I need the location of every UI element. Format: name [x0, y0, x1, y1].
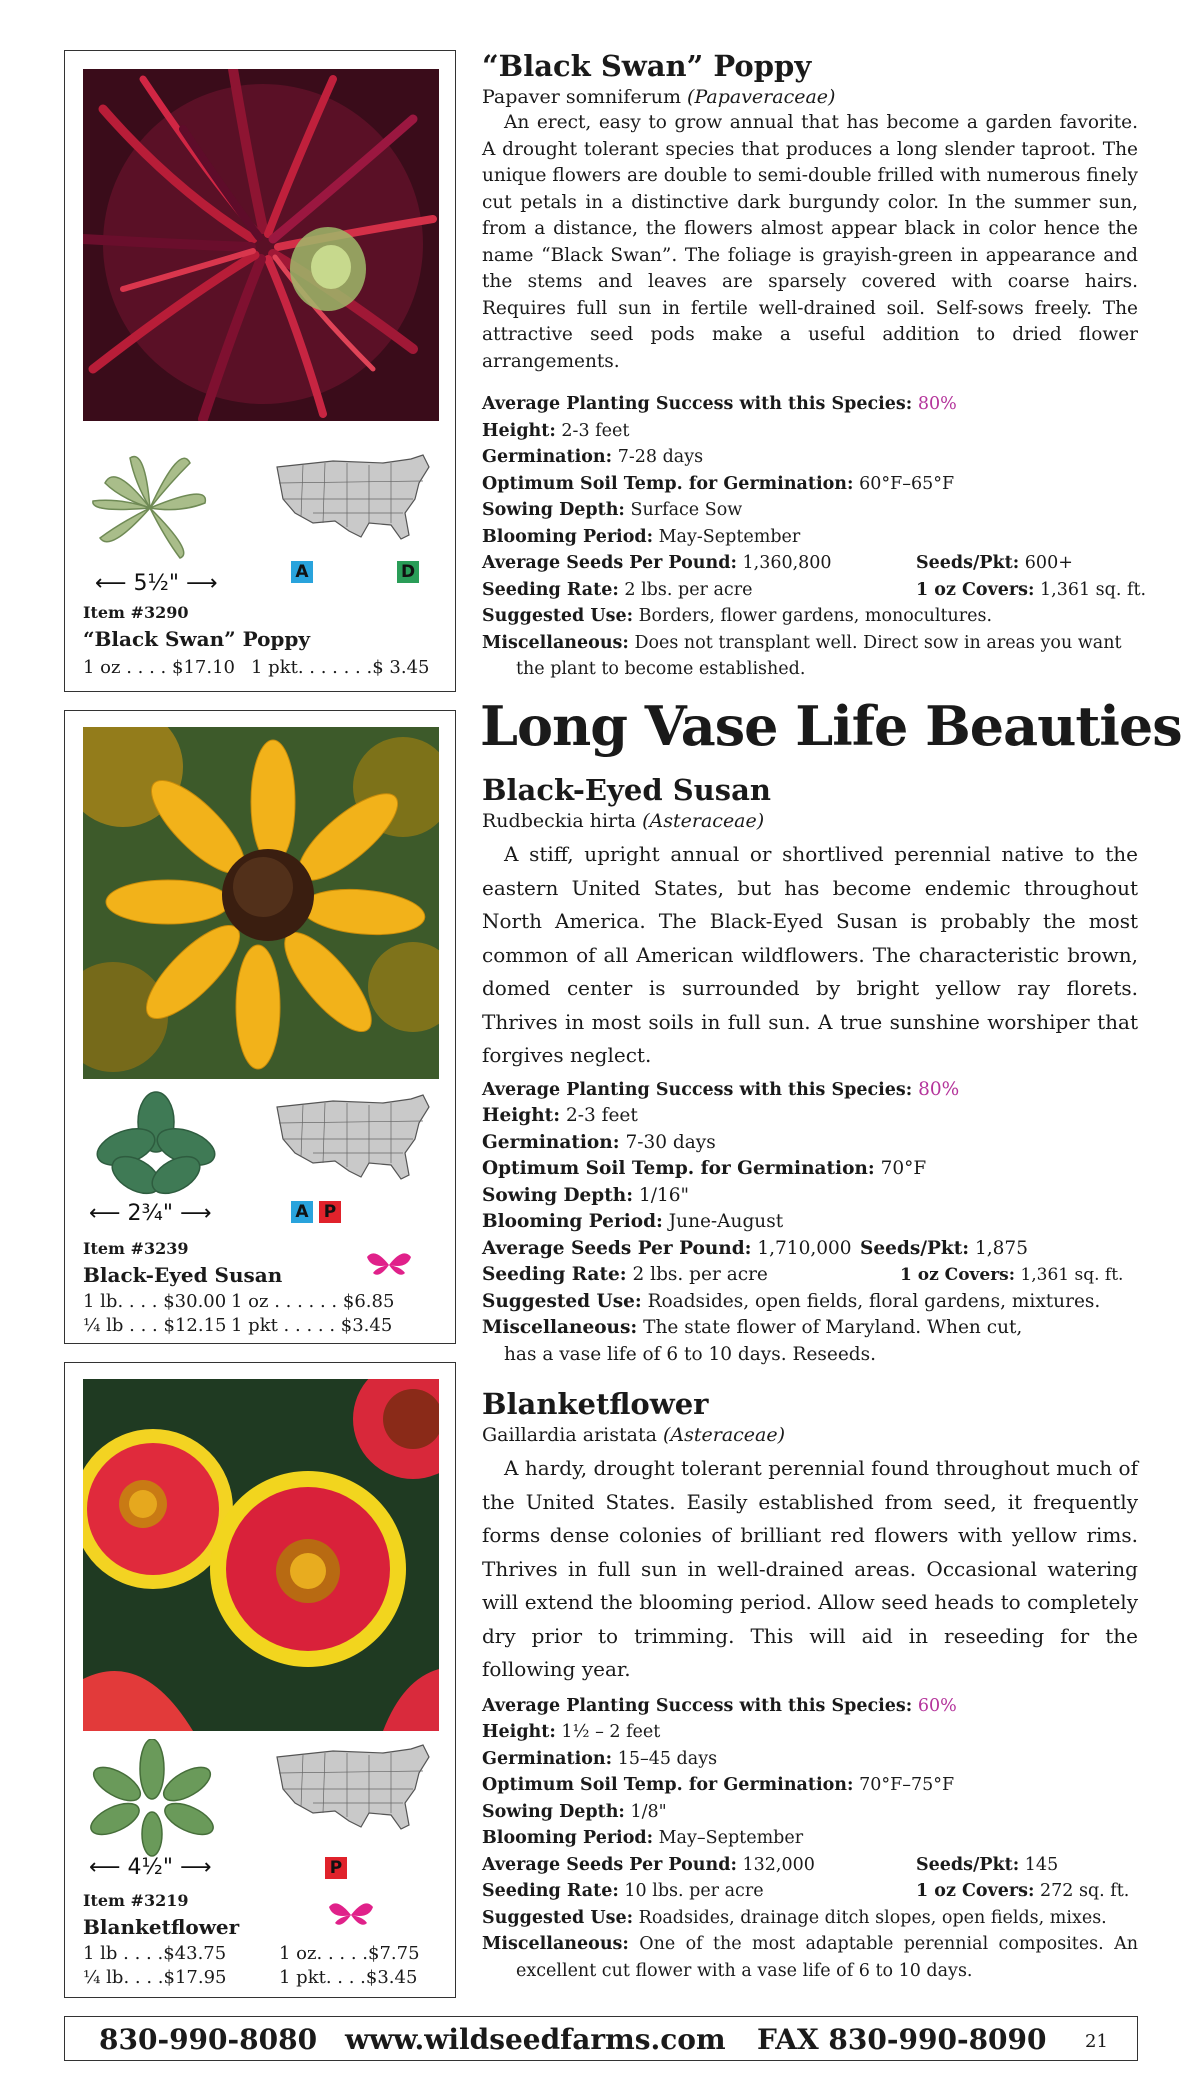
- fact-height: [482, 1719, 1138, 1746]
- fact-label: Blooming Period:: [482, 1211, 663, 1232]
- species-facts: [482, 391, 1147, 683]
- fact-blooming-period: [482, 1825, 1138, 1852]
- blanketflower-photo: [83, 1379, 439, 1731]
- annual-badge: A: [291, 561, 313, 583]
- fact-value: 1/8": [630, 1801, 667, 1822]
- fact-label: 1 oz Covers:: [916, 1881, 1035, 1901]
- fact-label: Height:: [482, 1105, 561, 1126]
- fact-value: 60°F–65°F: [859, 473, 955, 494]
- fact-germination: [482, 1746, 1138, 1773]
- fact-label: Miscellaneous:: [482, 1317, 638, 1338]
- price-1lb: 1 lb . . . .$43.75: [83, 1943, 227, 1964]
- fact-soil-temp: [482, 1772, 1138, 1799]
- item-number: Item #3219: [83, 1891, 189, 1910]
- species-facts: [482, 1693, 1138, 1985]
- price-pkt: 1 pkt. . . .$3.45: [279, 1967, 418, 1988]
- blanketflower-seedling-image: [87, 1739, 217, 1859]
- fact-seeding-rate: [482, 1878, 1138, 1905]
- fact-covers: [916, 1878, 1129, 1905]
- family-name: (Asteraceae): [642, 810, 765, 832]
- species-latin-name: [482, 84, 1138, 110]
- fact-value: 7-30 days: [625, 1131, 716, 1153]
- black-swan-poppy-photo: [83, 69, 439, 421]
- fact-value: Surface Sow: [630, 500, 743, 520]
- seedling-size-value: 5½": [133, 571, 179, 596]
- fact-suggested-use: [482, 603, 1138, 630]
- fact-seeds-per-pkt: [860, 1236, 1028, 1263]
- seedling-size-label: ⟵ 4½" ⟶: [89, 1855, 212, 1880]
- fact-value: 70°F–75°F: [859, 1775, 955, 1795]
- fact-label: Optimum Soil Temp. for Germination:: [482, 473, 854, 494]
- fact-value: 2 lbs. per acre: [632, 1264, 768, 1285]
- card-product-name: Black-Eyed Susan: [83, 1263, 283, 1287]
- fact-label: Seeds/Pkt:: [860, 1237, 970, 1259]
- fact-value: 1,361 sq. ft.: [1040, 579, 1147, 600]
- fact-label: Suggested Use:: [482, 1290, 642, 1312]
- success-rate: 80%: [918, 1078, 960, 1100]
- seedling-size-value: 4½": [127, 1855, 173, 1880]
- item-number: Item #3239: [83, 1239, 189, 1258]
- perennial-badge: P: [319, 1201, 341, 1223]
- family-name: (Papaveraceae): [687, 86, 836, 108]
- us-map-icon: [273, 1743, 433, 1843]
- species-black-eyed-susan: [482, 772, 1138, 1368]
- species-description: A hardy, drought tolerant perennial found throughout much of the United States. Easily established from seed, it frequently forms dense colonies of brilliant red flowers with yellow rims. Thrives in full sun in well-drained areas. Occasional watering will extend the blooming period. Allow seed heads to completely dry prior to trimming. This will aid in reseeding for the following year.: [482, 1456, 1138, 1681]
- fact-value: Roadsides, open fields, floral gardens, mixtures.: [647, 1290, 1101, 1312]
- fact-label: Sowing Depth:: [482, 500, 625, 520]
- butterfly-icon: [365, 1251, 413, 1279]
- latin-name: Rudbeckia hirta: [482, 810, 637, 832]
- seedling-size-label: ⟵ 5½" ⟶: [95, 571, 218, 596]
- fact-height: [482, 418, 1138, 445]
- fact-value: 1/16": [638, 1184, 690, 1206]
- price-1lb: 1 lb. . . . $30.00: [83, 1291, 227, 1312]
- us-map-icon: [273, 1093, 433, 1193]
- fact-miscellaneous: [482, 1931, 1138, 1984]
- fact-value: 600+: [1024, 553, 1073, 573]
- fact-value: 1,875: [975, 1237, 1028, 1259]
- fact-value: 132,000: [742, 1854, 815, 1875]
- fact-soil-temp: [482, 1156, 1138, 1183]
- fact-label: Sowing Depth:: [482, 1184, 634, 1206]
- species-description: An erect, easy to grow annual that has become a garden favorite. A drought tolerant species that produces a long slender taproot. The unique flowers are double to semi-double frilled with numerous finely cut petals in a distinctive dark burgundy color. In the summer sun, from a distance, the flowers almost appear black in color hence the name “Black Swan”. The foliage is grayish-green in appearance and the stems and leaves are sparsely covered with coarse hairs. Requires full sun in fertile well-drained soil. Self-sows freely. The attractive seed pods make a useful addition to dried flower arrangements.: [482, 112, 1138, 372]
- product-card-black-eyed-susan: [64, 710, 456, 1344]
- price-pkt: 1 pkt. . . . . . .$ 3.45: [251, 657, 430, 678]
- fact-value: May-September: [658, 526, 801, 547]
- price-pkt: 1 pkt . . . . . $3.45: [231, 1315, 393, 1336]
- card-product-name: Blanketflower: [83, 1915, 240, 1939]
- fact-seeding-rate: [482, 1262, 1138, 1289]
- fact-success: [482, 1077, 1138, 1104]
- latin-name: Papaver somniferum: [482, 86, 681, 108]
- fact-height: [482, 1103, 1138, 1130]
- species-facts: [482, 1077, 1138, 1369]
- fact-label: Optimum Soil Temp. for Germination:: [482, 1775, 854, 1795]
- fax-number: FAX 830-990-8090: [757, 2023, 1047, 2056]
- website-link[interactable]: www.wildseedfarms.com: [345, 2023, 726, 2056]
- fact-value: 145: [1024, 1854, 1059, 1875]
- fact-blooming-period: [482, 1209, 1138, 1236]
- butterfly-icon: [327, 1901, 375, 1929]
- us-map-icon: [273, 453, 433, 553]
- fact-label: Average Seeds Per Pound:: [482, 553, 737, 573]
- fact-label: Height:: [482, 1722, 556, 1742]
- fact-seeds-per-pkt: [916, 550, 1073, 577]
- fact-label: Optimum Soil Temp. for Germination:: [482, 1158, 875, 1179]
- fact-seeds-per-pound: [482, 1852, 1138, 1879]
- fact-covers: [916, 577, 1146, 604]
- card-product-name: “Black Swan” Poppy: [83, 627, 311, 651]
- fact-label: 1 oz Covers:: [900, 1265, 1016, 1285]
- family-name: (Asteraceae): [662, 1424, 786, 1446]
- fact-sowing-depth: [482, 1799, 1138, 1826]
- fact-label: Miscellaneous:: [482, 632, 629, 653]
- fact-value: Does not transplant well. Direct sow in areas you want the plant to become established.: [516, 632, 1122, 679]
- fact-label: Average Seeds Per Pound:: [482, 1854, 737, 1875]
- fact-success: [482, 391, 1138, 418]
- fact-label: Seeds/Pkt:: [916, 553, 1020, 573]
- fact-covers: [900, 1262, 1123, 1289]
- species-blanketflower: [482, 1386, 1138, 1984]
- species-latin-name: [482, 808, 1138, 834]
- price-1oz: 1 oz . . . . . . $6.85: [231, 1291, 395, 1312]
- fact-miscellaneous: [482, 1315, 1138, 1368]
- fact-label: Seeding Rate:: [482, 1264, 627, 1285]
- fact-value: 272 sq. ft.: [1040, 1881, 1130, 1901]
- fact-label: Seeds/Pkt:: [916, 1854, 1020, 1875]
- fact-label: 1 oz Covers:: [916, 579, 1035, 600]
- fact-label: Seeding Rate:: [482, 579, 619, 600]
- fact-value: 70°F: [880, 1158, 927, 1179]
- black-eyed-susan-photo: [83, 727, 439, 1079]
- fact-label: Average Seeds Per Pound:: [482, 1237, 752, 1259]
- price-quarter-lb: ¼ lb . . . $12.15: [83, 1315, 227, 1336]
- section-heading: Long Vase Life Beauties: [480, 694, 1182, 758]
- price-quarter-lb: ¼ lb. . . .$17.95: [83, 1967, 227, 1988]
- fact-label: Blooming Period:: [482, 526, 654, 547]
- product-card-blanketflower: [64, 1362, 456, 1998]
- success-rate: 80%: [917, 394, 957, 414]
- fact-value: One of the most adaptable perennial composites. An excellent cut flower with a vase life of 6 to 10 days.: [516, 1934, 1138, 1981]
- species-title: Blanketflower: [482, 1387, 709, 1421]
- fact-value: 1½ – 2 feet: [561, 1722, 661, 1742]
- species-latin-name: [482, 1422, 1138, 1448]
- fact-label: Seeding Rate:: [482, 1881, 619, 1901]
- fact-value: Borders, flower gardens, monocultures.: [638, 606, 993, 626]
- species-title: Black-Eyed Susan: [482, 773, 771, 807]
- fact-value: The state flower of Maryland. When cut, has a vase life of 6 to 10 days. Reseeds.: [504, 1317, 1023, 1365]
- item-number: Item #3290: [83, 603, 189, 622]
- fact-soil-temp: [482, 471, 1138, 498]
- seedling-size-label: ⟵ 2¾" ⟶: [89, 1201, 212, 1226]
- latin-name: Gaillardia aristata: [482, 1424, 657, 1446]
- black-eyed-susan-seedling-image: [91, 1087, 221, 1207]
- seedling-size-value: 2¾": [127, 1201, 173, 1226]
- fact-value: Roadsides, drainage ditch slopes, open fields, mixes.: [638, 1907, 1107, 1928]
- price-1oz: 1 oz . . . . $17.10: [83, 657, 235, 678]
- fact-value: May–September: [658, 1828, 804, 1848]
- price-1oz: 1 oz. . . . .$7.75: [279, 1943, 420, 1964]
- fact-seeds-per-pkt: [916, 1852, 1058, 1879]
- fact-label: Suggested Use:: [482, 1907, 634, 1928]
- fact-label: Sowing Depth:: [482, 1801, 625, 1822]
- phone-number[interactable]: 830-990-8080: [99, 2023, 318, 2056]
- fact-label: Germination:: [482, 447, 613, 467]
- fact-germination: [482, 444, 1138, 471]
- fact-label: Germination:: [482, 1131, 620, 1153]
- fact-label: Germination:: [482, 1748, 613, 1769]
- product-card-black-swan: [64, 50, 456, 692]
- fact-label: Miscellaneous:: [482, 1934, 629, 1954]
- success-rate: 60%: [917, 1695, 957, 1716]
- fact-label: Suggested Use:: [482, 606, 634, 626]
- fact-value: 2-3 feet: [565, 1105, 638, 1126]
- fact-label: Height:: [482, 420, 556, 441]
- fact-value: 1,361 sq. ft.: [1020, 1265, 1124, 1285]
- fact-value: 7-28 days: [617, 447, 704, 467]
- fact-value: 2 lbs. per acre: [624, 579, 753, 600]
- fact-seeding-rate: [482, 577, 1147, 604]
- page-number: 21: [1085, 2031, 1108, 2052]
- fact-success: [482, 1693, 1138, 1720]
- species-black-swan-poppy: [482, 48, 1147, 683]
- annual-badge: A: [291, 1201, 313, 1223]
- species-description: A stiff, upright annual or shortlived perennial native to the eastern United States, but has become endemic throughout North America. The Black-Eyed Susan is probably the most common of all American wildflowers. The characteristic brown, domed center is surrounded by bright yellow ray florets. Thrives in most soils in full sun. A true sunshine worshiper that forgives neglect.: [482, 842, 1138, 1067]
- poppy-seedling-image: [85, 443, 215, 563]
- fact-sowing-depth: [482, 1183, 1138, 1210]
- fact-value: June-August: [668, 1211, 784, 1232]
- fact-miscellaneous: [482, 630, 1138, 683]
- fact-value: 1,360,800: [742, 553, 832, 573]
- fact-germination: [482, 1130, 1138, 1157]
- fact-value: 15–45 days: [617, 1748, 718, 1769]
- fact-blooming-period: [482, 524, 1138, 551]
- contact-footer: [64, 2016, 1138, 2061]
- fact-value: 1,710,000: [757, 1237, 852, 1259]
- fact-label: Average Planting Success with this Species:: [482, 1079, 913, 1100]
- species-title: “Black Swan” Poppy: [482, 49, 812, 83]
- fact-sowing-depth: [482, 497, 1138, 524]
- fact-value: 2-3 feet: [561, 420, 630, 441]
- perennial-badge: P: [325, 1857, 347, 1879]
- fact-seeds-per-pound: [482, 1236, 1138, 1263]
- dry-badge: D: [397, 561, 419, 583]
- fact-value: 10 lbs. per acre: [624, 1881, 764, 1901]
- fact-suggested-use: [482, 1289, 1138, 1316]
- fact-suggested-use: [482, 1905, 1138, 1932]
- fact-label: Average Planting Success with this Species:: [482, 394, 913, 414]
- fact-label: Average Planting Success with this Species:: [482, 1695, 913, 1716]
- fact-label: Blooming Period:: [482, 1828, 654, 1848]
- fact-seeds-per-pound: [482, 550, 1138, 577]
